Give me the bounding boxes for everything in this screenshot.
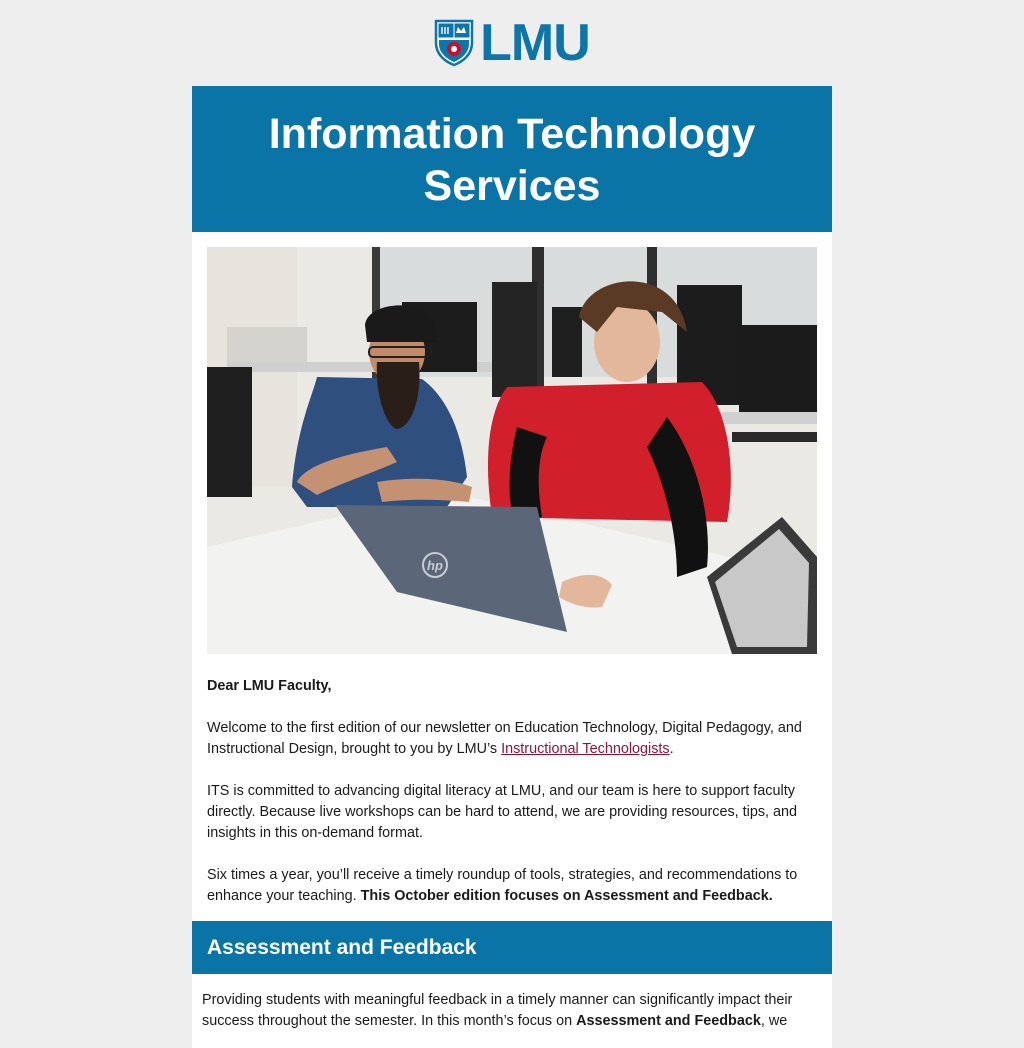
intro-p1-text: Welcome to the first edition of our newsletter on Education Technology, Digital Pedagogy, and Instructional Design, brought to you by LMU’s <box>207 720 802 757</box>
photo-printer <box>227 327 307 367</box>
lmu-shield-icon <box>434 19 474 67</box>
logo-bar <box>0 0 1024 86</box>
hero-title <box>212 108 812 212</box>
intro-p3-text: Six times a year, you’ll receive a timely roundup of tools, strategies, and recommendations to enhance your teaching. <box>207 867 798 904</box>
photo-chair <box>207 367 252 497</box>
photo-laptop-logo: hp <box>427 558 443 573</box>
photo-monitor-3 <box>552 307 582 377</box>
hero-title-line2: Services <box>423 162 601 210</box>
photo-keyboard <box>732 432 817 442</box>
instructional-technologists-link[interactable]: Instructional Technologists <box>501 741 670 757</box>
greeting: Dear LMU Faculty, <box>207 678 332 694</box>
intro-paragraph-2: ITS is committed to advancing digital literacy at LMU, and our team is here to support faculty directly. Because live workshops can be hard to attend, we are providing resources, tips, and insights in this on-demand format. <box>207 783 798 841</box>
logo-text: LMU <box>480 14 590 72</box>
section-body <box>192 974 832 1048</box>
lmu-logo[interactable] <box>434 14 590 72</box>
hero-photo-wrap <box>192 232 832 654</box>
section-text-end: , we <box>760 1013 788 1029</box>
photo-monitor-5 <box>739 325 817 417</box>
hero-banner <box>192 86 832 232</box>
hero-photo <box>207 247 817 654</box>
intro-p3-bold: This October edition focuses on Assessment and Feedback. <box>360 888 773 904</box>
photo-monitor-2 <box>492 282 537 397</box>
section-header <box>192 921 832 974</box>
intro-text <box>192 654 832 921</box>
intro-paragraph-3 <box>207 865 817 907</box>
section-text: Providing students with meaningful feedback in a timely manner can significantly impact their success throughout the semester. In this month’s focus on <box>202 992 793 1029</box>
hero-title-line1: Information Technology <box>268 110 756 158</box>
intro-p1-end: . <box>669 741 674 757</box>
section-text-bold: Assessment and Feedback <box>576 1013 761 1029</box>
newsletter-container <box>192 86 832 1048</box>
section-title: Assessment and Feedback <box>207 935 477 959</box>
intro-paragraph-1 <box>207 718 817 760</box>
